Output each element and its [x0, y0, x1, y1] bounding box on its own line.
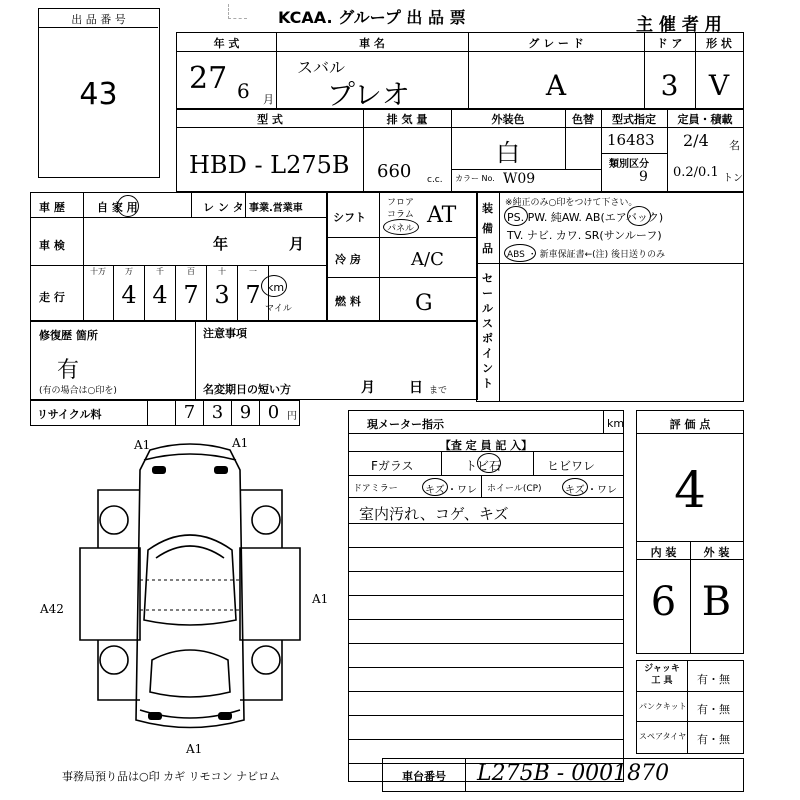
- mileage-digit-label: 万: [125, 267, 133, 276]
- mileage-digit-label: 百: [187, 267, 195, 276]
- jack-option: 有・無: [697, 673, 730, 686]
- mileage-digit: 4: [152, 281, 168, 309]
- color-no-label: カラー No.: [455, 174, 495, 183]
- brand-logo: KCAA: [278, 8, 327, 27]
- tobi-circle: [477, 453, 501, 473]
- grade-value: A: [545, 69, 567, 102]
- spec-value: 16483: [607, 131, 655, 149]
- diagram-mark-top-right: A1: [232, 436, 249, 450]
- mile-label: マイル: [265, 304, 292, 314]
- year-value: 27: [189, 61, 228, 96]
- capacity-value: 2/4: [683, 131, 709, 150]
- interior-value: 6: [650, 579, 677, 625]
- diagram-mark-left: A42: [40, 602, 64, 616]
- deadline-until: まで: [429, 386, 448, 396]
- remark-line: [349, 691, 623, 692]
- sales-point-label: セールスポイント: [482, 272, 493, 390]
- color-no-value: W09: [503, 171, 536, 187]
- mileage-cell: [145, 265, 176, 321]
- ps-circle: [504, 206, 528, 226]
- diagram-mark-bottom: A1: [186, 742, 203, 756]
- deadline-label: 名変期日の短い方: [203, 383, 291, 396]
- color-label: 外装色: [491, 113, 525, 126]
- punch-option: 有・無: [697, 703, 730, 716]
- type-label: 型 式: [257, 113, 283, 126]
- inspection-month: 月: [289, 235, 305, 253]
- caution-label: 注意事項: [203, 327, 247, 340]
- mirror-label: ドアミラー: [353, 484, 398, 494]
- inspector-remarks: 室内汚れ、コゲ、キズ: [359, 505, 509, 523]
- crack-label: ヒビワレ: [547, 459, 596, 473]
- remark-line: [349, 643, 623, 644]
- recycle-digit: 3: [203, 401, 231, 425]
- tobi-label: トビ石: [465, 459, 502, 473]
- recycle-digit: 9: [231, 401, 259, 425]
- displacement-label: 排 気 量: [386, 113, 428, 126]
- rental-label: レ ン タ: [203, 201, 244, 214]
- corner-mark: [228, 4, 247, 19]
- deadline-month: 月: [361, 380, 375, 396]
- drivetrain-block: [326, 192, 478, 322]
- aircon-label: 冷 房: [335, 253, 361, 266]
- unit-circle: [261, 275, 287, 297]
- mileage-digit: 7: [245, 281, 261, 309]
- shift-column: コラム: [387, 210, 414, 220]
- recolor-label: 色替: [572, 113, 594, 126]
- lot-number-value: 43: [79, 77, 118, 112]
- mirror-circle: [422, 478, 448, 496]
- remark-line: [349, 547, 623, 548]
- lot-number-box: [38, 8, 160, 178]
- inspector-block: [348, 410, 624, 782]
- mileage-digit-label: 千: [156, 267, 164, 276]
- displacement-value: 660: [377, 161, 412, 182]
- car-name-label: 車 名: [359, 37, 385, 50]
- remark-line: [349, 523, 623, 524]
- ab-circle: [627, 206, 651, 226]
- equipment-line-1: PS. PW. 純AW. AB(エアバック): [507, 211, 664, 224]
- punch-label: パンクキット: [639, 702, 687, 711]
- shift-floor: フロア: [387, 198, 415, 208]
- mileage-cell: [83, 265, 114, 321]
- chassis-label: 車台番号: [402, 770, 446, 783]
- recycle-block: [30, 400, 300, 426]
- spec-label: 型式指定: [612, 113, 656, 126]
- km-label: km: [267, 281, 285, 294]
- abs-circle: [504, 244, 536, 262]
- remark-line: [349, 571, 623, 572]
- diagram-mark-right: A1: [312, 592, 329, 606]
- door-label: ド ア: [656, 37, 683, 50]
- recycle-digit: [147, 401, 175, 425]
- remark-line: [349, 667, 623, 668]
- mileage-cell: [207, 265, 238, 321]
- door-value: 3: [660, 69, 679, 102]
- maker-value: スバル: [297, 58, 346, 77]
- type-value: HBD - L275B: [189, 151, 350, 179]
- mirror-kizu: キズ: [425, 485, 445, 496]
- repair-note: (有の場合は○印を): [39, 386, 117, 396]
- glass-label: Fガラス: [371, 459, 414, 473]
- wheel-ware: ・ワレ: [587, 485, 617, 496]
- mirror-ware: ・ワレ: [447, 485, 477, 496]
- mileage-digit-label: 十万: [90, 267, 106, 276]
- history-label: 車 歴: [39, 201, 65, 214]
- remark-line: [349, 619, 623, 620]
- recycle-digit: 0: [259, 401, 287, 425]
- copy-type: 主 催 者 用: [636, 15, 722, 35]
- remark-line: [349, 739, 623, 740]
- vehicle-row-2: [176, 108, 744, 192]
- wheel-label: ホイール(CP): [487, 484, 542, 494]
- exterior-value: B: [701, 579, 732, 625]
- recycle-label: リサイクル料: [37, 408, 102, 421]
- load-unit: トン: [723, 173, 743, 184]
- mileage-digit-label: 一: [249, 267, 257, 276]
- recycle-digits: [147, 401, 287, 425]
- grade-label: グ レ ー ド: [528, 37, 584, 50]
- equipment-label: 装 備 品: [482, 202, 493, 255]
- load-value: 0.2/0.1: [673, 165, 719, 180]
- own-use-circle: [117, 195, 139, 217]
- score-value: 4: [674, 461, 706, 519]
- mileage-digit: 3: [214, 281, 230, 309]
- shape-label: 形 状: [706, 37, 732, 50]
- wheel-circle: [562, 478, 588, 496]
- meter-unit: km: [607, 417, 625, 430]
- mileage-digit-label: 十: [218, 267, 226, 276]
- fuel-label: 燃 料: [335, 295, 361, 308]
- shift-circle: [383, 219, 419, 235]
- lot-number-label: 出 品 番 号: [71, 13, 126, 26]
- exterior-label: 外 装: [703, 546, 730, 559]
- form-title: KCAA. グループ 出 品 票: [278, 8, 466, 27]
- shift-panel: パネル: [387, 224, 415, 234]
- remark-line: [349, 595, 623, 596]
- mileage-digits: [83, 265, 269, 321]
- score-label: 評 価 点: [669, 418, 711, 431]
- inspection-year: 年: [213, 235, 229, 253]
- jack-label: ジャッキ 工 具: [644, 664, 680, 686]
- office-note: 事務局預り品は○印 カギ リモコン ナビロム: [62, 770, 281, 783]
- equipment-line-3: ABS ・ 新車保証書←(注) 後日送りのみ: [507, 250, 666, 260]
- shift-label: シフト: [333, 211, 366, 224]
- capacity-unit: 名: [729, 139, 740, 152]
- inspection-label: 車 検: [39, 239, 65, 252]
- aircon-value: A/C: [411, 249, 444, 270]
- mileage-digit: 4: [121, 281, 137, 309]
- color-value: 白: [496, 139, 520, 167]
- capacity-label: 定員・積載: [677, 113, 733, 126]
- equipment-block: [476, 192, 744, 402]
- spare-option: 有・無: [697, 733, 730, 746]
- mileage-digit: 7: [183, 281, 199, 309]
- tools-block: [636, 660, 744, 754]
- score-block: [636, 410, 744, 654]
- repair-block: [30, 320, 478, 400]
- fuel-value: G: [415, 291, 433, 316]
- own-use-label: 自 家 用: [97, 201, 138, 214]
- month-unit: 月: [263, 93, 274, 106]
- month-value: 6: [237, 79, 250, 103]
- wheel-kizu: キズ: [565, 485, 585, 496]
- remark-line: [349, 715, 623, 716]
- mileage-label: 走 行: [39, 291, 65, 304]
- repair-label: 修復歴 箇所: [39, 329, 98, 342]
- repair-value: 有: [57, 358, 80, 383]
- class-value: 9: [639, 169, 648, 185]
- spare-label: スペアタイヤ: [639, 732, 687, 741]
- recycle-digit: 7: [175, 401, 203, 425]
- meter-label: 現メーター指示: [367, 418, 444, 431]
- diagram-mark-top-left: A1: [134, 438, 151, 452]
- equipment-note: ※純正のみ○印をつけて下さい。: [505, 198, 638, 208]
- history-block: [30, 192, 328, 322]
- class-label: 類別区分: [609, 159, 649, 170]
- mileage-cell: [114, 265, 145, 321]
- displacement-unit: c.c.: [427, 175, 443, 185]
- mileage-cell: [176, 265, 207, 321]
- deadline-day: 日: [409, 380, 423, 396]
- business-label: 事業.営業車: [249, 203, 303, 214]
- damage-diagram: [40, 430, 340, 760]
- vehicle-row-1: [176, 32, 744, 110]
- recycle-unit: 円: [287, 411, 297, 422]
- shape-value: V: [708, 69, 730, 102]
- chassis-block: [382, 758, 744, 792]
- year-label: 年 式: [213, 37, 240, 50]
- inspector-label: 【査 定 員 記 入】: [439, 439, 533, 452]
- car-outline: [40, 430, 340, 760]
- interior-label: 内 装: [650, 546, 677, 559]
- equipment-line-2: TV. ナビ. カワ. SR(サンルーフ): [507, 229, 662, 242]
- chassis-value: L275B - 0001870: [477, 761, 670, 786]
- shift-value: AT: [427, 203, 457, 228]
- model-value: プレオ: [327, 78, 410, 111]
